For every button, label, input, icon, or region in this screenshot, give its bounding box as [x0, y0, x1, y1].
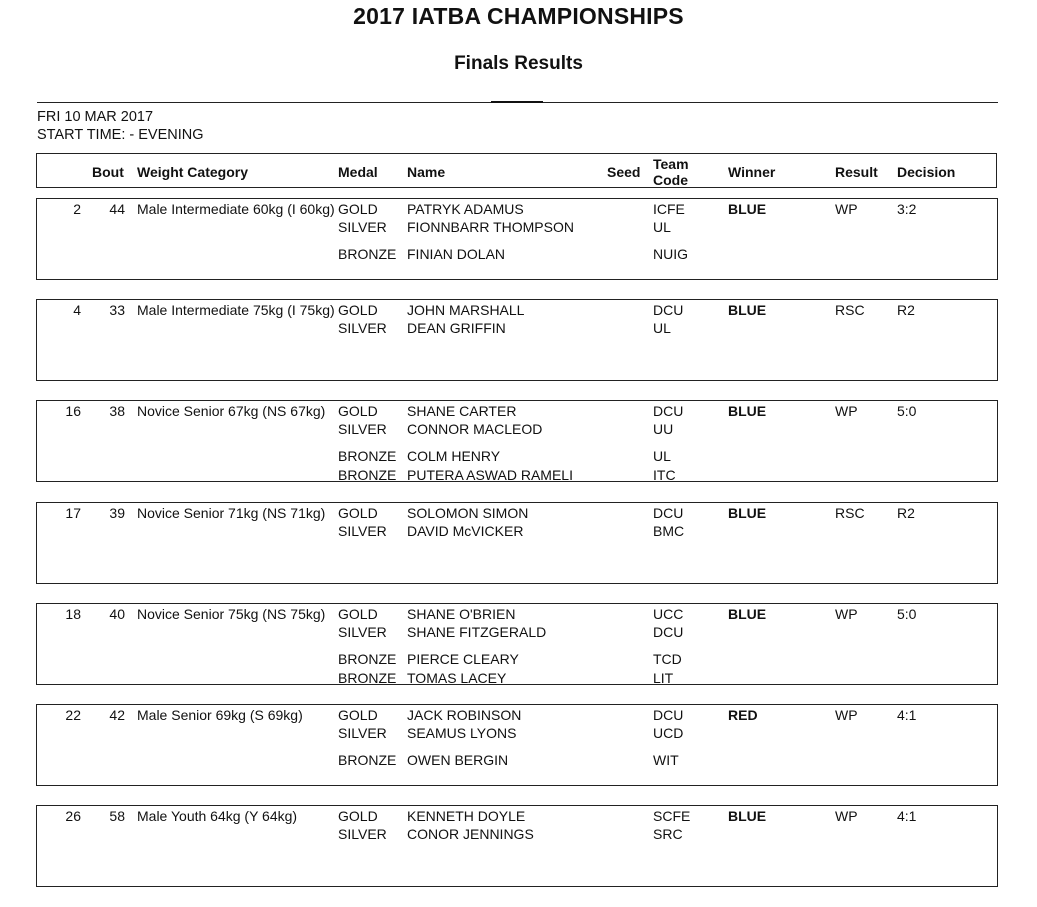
boxer-name: SHANE CARTER: [407, 403, 517, 419]
decision: 3:2: [897, 201, 917, 217]
team-code: UL: [653, 320, 671, 336]
boxer-name: SOLOMON SIMON: [407, 505, 529, 521]
medal: SILVER: [338, 523, 387, 539]
decision: 5:0: [897, 606, 917, 622]
decision: 4:1: [897, 707, 917, 723]
bout-number: 44: [109, 201, 125, 217]
medal: GOLD: [338, 201, 378, 217]
boxer-name: PIERCE CLEARY: [407, 651, 519, 667]
group-number: 26: [65, 808, 81, 824]
medal: GOLD: [338, 302, 378, 318]
team-code: WIT: [653, 752, 679, 768]
column-header-medal: Medal: [338, 164, 378, 180]
result-type: RSC: [835, 505, 865, 521]
result-type: WP: [835, 606, 858, 622]
result-type: RSC: [835, 302, 865, 318]
bout-number: 38: [109, 403, 125, 419]
team-code: UL: [653, 219, 671, 235]
bout-number: 33: [109, 302, 125, 318]
team-code: TCD: [653, 651, 682, 667]
medal: GOLD: [338, 606, 378, 622]
weight-category: Novice Senior 71kg (NS 71kg): [137, 505, 326, 521]
team-code: DCU: [653, 707, 684, 723]
weight-category: Novice Senior 67kg (NS 67kg): [137, 403, 326, 419]
winner-corner: BLUE: [728, 403, 767, 419]
boxer-name: DAVID McVICKER: [407, 523, 524, 539]
medal: SILVER: [338, 826, 387, 842]
bout-number: 39: [109, 505, 125, 521]
medal: BRONZE: [338, 448, 397, 464]
column-header-winner: Winner: [728, 164, 776, 180]
boxer-name: PUTERA ASWAD RAMELI: [407, 467, 573, 483]
boxer-name: SEAMUS LYONS: [407, 725, 517, 741]
team-code: SRC: [653, 826, 683, 842]
medal: GOLD: [338, 707, 378, 723]
medal: BRONZE: [338, 651, 397, 667]
boxer-name: DEAN GRIFFIN: [407, 320, 506, 336]
result-type: WP: [835, 201, 858, 217]
team-code: ICFE: [653, 201, 685, 217]
medal: BRONZE: [338, 752, 397, 768]
team-code: DCU: [653, 505, 684, 521]
medal: GOLD: [338, 505, 378, 521]
bout-number: 40: [109, 606, 125, 622]
team-code: DCU: [653, 302, 684, 318]
boxer-name: CONOR JENNINGS: [407, 826, 534, 842]
decision: R2: [897, 505, 915, 521]
weight-category: Novice Senior 75kg (NS 75kg): [137, 606, 326, 622]
team-code: DCU: [653, 624, 684, 640]
decision: 4:1: [897, 808, 917, 824]
result-type: WP: [835, 808, 858, 824]
weight-category: Male Senior 69kg (S 69kg): [137, 707, 303, 723]
decision: R2: [897, 302, 915, 318]
group-number: 22: [65, 707, 81, 723]
result-group: [36, 299, 998, 381]
column-header-bout: Bout: [92, 164, 124, 180]
medal: SILVER: [338, 320, 387, 336]
result-type: WP: [835, 403, 858, 419]
column-header-name: Name: [407, 164, 446, 180]
weight-category: Male Intermediate 60kg (I 60kg): [137, 201, 335, 217]
medal: BRONZE: [338, 670, 397, 686]
medal: BRONZE: [338, 246, 397, 262]
team-code: LIT: [653, 670, 674, 686]
column-header-seed: Seed: [607, 164, 641, 180]
team-code: ITC: [653, 467, 676, 483]
column-header-code: Code: [653, 172, 688, 188]
result-group: [36, 502, 998, 584]
winner-corner: BLUE: [728, 201, 767, 217]
team-code: UU: [653, 421, 674, 437]
team-code: NUIG: [653, 246, 688, 262]
bout-number: 58: [109, 808, 125, 824]
result-group: [36, 400, 998, 482]
boxer-name: FINIAN DOLAN: [407, 246, 506, 262]
column-header-result: Result: [835, 164, 878, 180]
page-subtitle: Finals Results: [454, 53, 583, 74]
medal: SILVER: [338, 725, 387, 741]
group-number: 2: [73, 201, 81, 217]
bout-number: 42: [109, 707, 125, 723]
winner-corner: BLUE: [728, 808, 767, 824]
boxer-name: OWEN BERGIN: [407, 752, 509, 768]
team-code: UCC: [653, 606, 684, 622]
boxer-name: CONNOR MACLEOD: [407, 421, 543, 437]
boxer-name: COLM HENRY: [407, 448, 501, 464]
result-group: [36, 198, 998, 280]
medal: SILVER: [338, 421, 387, 437]
result-group: [36, 805, 998, 887]
group-number: 18: [65, 606, 81, 622]
medal: SILVER: [338, 219, 387, 235]
team-code: BMC: [653, 523, 685, 539]
medal: BRONZE: [338, 467, 397, 483]
winner-corner: BLUE: [728, 505, 767, 521]
weight-category: Male Youth 64kg (Y 64kg): [137, 808, 298, 824]
weight-category: Male Intermediate 75kg (I 75kg): [137, 302, 335, 318]
header-divider-mark: [491, 101, 543, 103]
boxer-name: FIONNBARR THOMPSON: [407, 219, 574, 235]
team-code: DCU: [653, 403, 684, 419]
column-header-team: Team: [653, 156, 689, 172]
boxer-name: SHANE FITZGERALD: [407, 624, 547, 640]
start-time: START TIME: - EVENING: [37, 127, 204, 143]
group-number: 4: [73, 302, 81, 318]
boxer-name: TOMAS LACEY: [407, 670, 507, 686]
result-group: [36, 603, 998, 685]
column-header-row: [36, 153, 997, 188]
group-number: 16: [65, 403, 81, 419]
medal: SILVER: [338, 624, 387, 640]
boxer-name: JOHN MARSHALL: [407, 302, 525, 318]
boxer-name: PATRYK ADAMUS: [407, 201, 524, 217]
decision: 5:0: [897, 403, 917, 419]
boxer-name: SHANE O'BRIEN: [407, 606, 516, 622]
boxer-name: KENNETH DOYLE: [407, 808, 526, 824]
event-date: FRI 10 MAR 2017: [37, 109, 154, 125]
medal: GOLD: [338, 403, 378, 419]
team-code: UCD: [653, 725, 684, 741]
result-group: [36, 704, 998, 786]
result-type: WP: [835, 707, 858, 723]
group-number: 17: [65, 505, 81, 521]
winner-corner: BLUE: [728, 606, 767, 622]
winner-corner: RED: [728, 707, 758, 723]
team-code: SCFE: [653, 808, 691, 824]
column-header-decision: Decision: [897, 164, 956, 180]
page-title: 2017 IATBA CHAMPIONSHIPS: [353, 3, 684, 29]
medal: GOLD: [338, 808, 378, 824]
winner-corner: BLUE: [728, 302, 767, 318]
boxer-name: JACK ROBINSON: [407, 707, 522, 723]
column-header-weight-category: Weight Category: [137, 164, 248, 180]
team-code: UL: [653, 448, 671, 464]
